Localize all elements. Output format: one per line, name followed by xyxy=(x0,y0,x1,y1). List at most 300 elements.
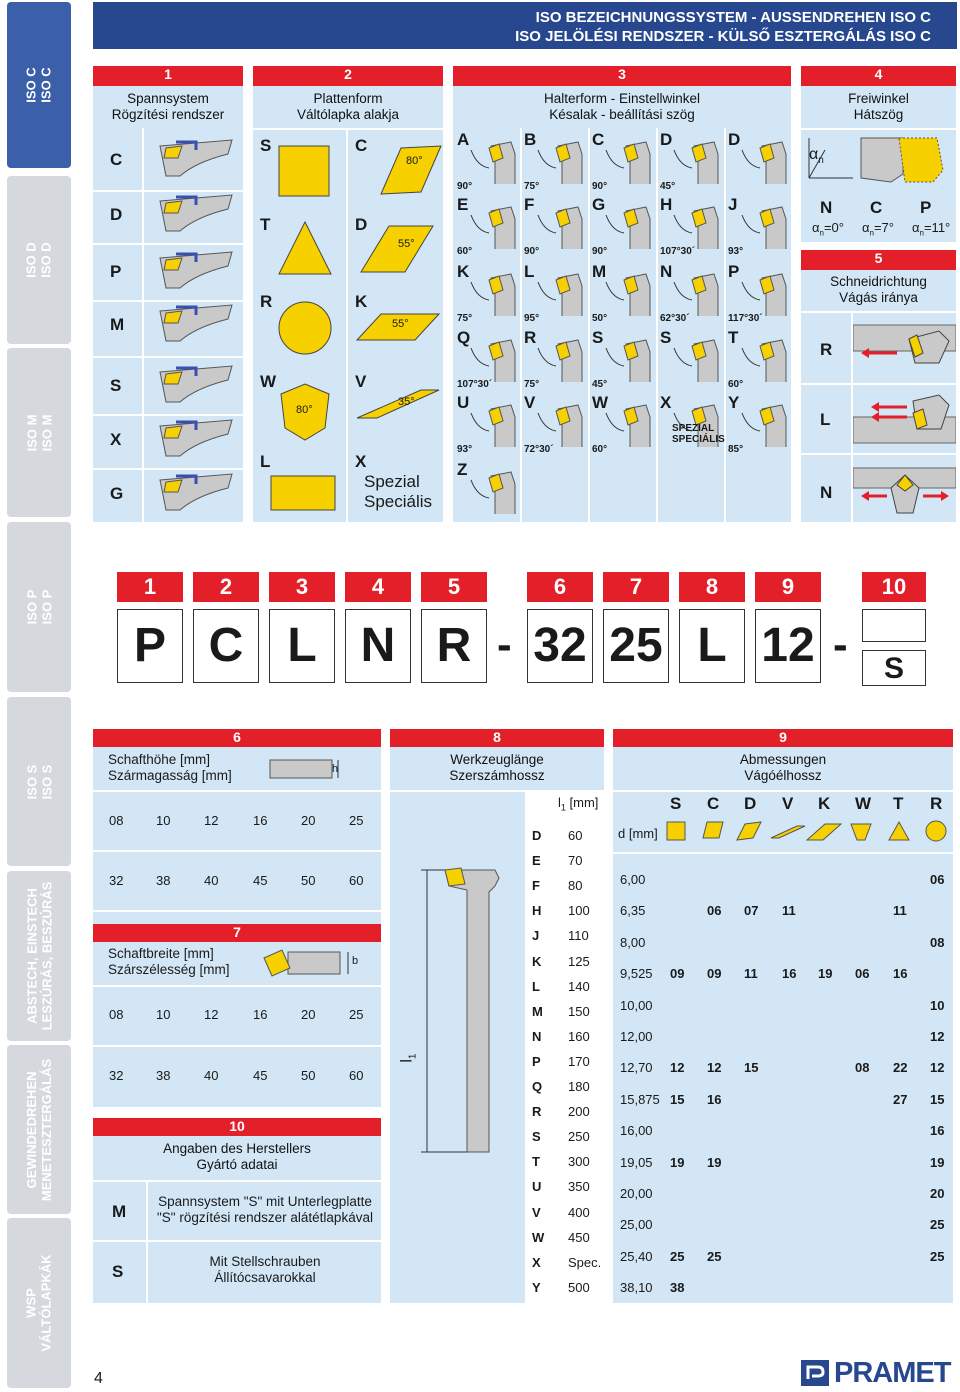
section-7-title: Schaftbreite [mm] Szárszélesség [mm] xyxy=(108,946,230,977)
edge-length-value: 11 xyxy=(893,903,907,919)
tool-length-code: W xyxy=(532,1229,545,1245)
sidebar-tab-2[interactable] xyxy=(7,348,71,517)
code-position-10: 10 xyxy=(862,572,926,602)
edge-length-value: 12 xyxy=(930,1029,945,1044)
clearance-angle: $\alpha_n=7^\circ$ xyxy=(862,220,894,238)
header-title-de: ISO BEZEICHNUNGSSYSTEM - AUSSENDREHEN ISO C xyxy=(535,9,931,26)
tool-length-value: 100 xyxy=(568,903,590,919)
section-6-7-shank xyxy=(93,729,381,1107)
holder-diagram xyxy=(726,128,792,184)
clamp-diagram xyxy=(156,470,238,514)
manufacturer-code-m: M xyxy=(112,1202,127,1221)
section-8-number: 8 xyxy=(390,729,604,747)
shank-value: 08 xyxy=(109,813,124,828)
tool-length-code: L xyxy=(532,978,540,994)
section-1-number: 1 xyxy=(93,66,243,86)
holder-form-r: R xyxy=(524,328,537,347)
holder-angle: 90° xyxy=(592,181,608,192)
holder-form-s: S xyxy=(660,328,672,347)
holder-diagram xyxy=(590,326,656,382)
manufacturer-desc-1: Mit Stellschrauben xyxy=(209,1254,321,1269)
tool-length-code: Y xyxy=(532,1279,541,1295)
edge-length-value: 15 xyxy=(930,1091,945,1107)
b-label: b xyxy=(352,955,359,967)
code-position-2: 2 xyxy=(193,572,259,602)
code-value-3: L xyxy=(269,609,335,683)
sidebar-tab-label: ISO C ISO C xyxy=(24,67,54,103)
shank-value: 20 xyxy=(301,813,316,828)
holder-diagram xyxy=(522,260,588,316)
sidebar-tab-label: ABSTECH, EINSTECH LESZÚRÁS, BESZÚRÁS xyxy=(24,881,55,1031)
holder-diagram xyxy=(522,128,588,184)
holder-angle: 117°30´ xyxy=(728,313,763,324)
shank-value: 10 xyxy=(156,813,171,828)
edge-length-value: 20 xyxy=(930,1186,945,1201)
shank-value: 60 xyxy=(349,1068,364,1083)
holder-angle: 60° xyxy=(728,379,744,390)
holder-form-t: T xyxy=(728,328,739,347)
tool-length-value: 350 xyxy=(568,1179,590,1195)
code-value-2: C xyxy=(193,609,259,683)
section-7-number: 7 xyxy=(93,924,381,942)
edge-length-value: 22 xyxy=(893,1060,908,1076)
shank-value: 08 xyxy=(109,1007,124,1022)
tool-length-code: M xyxy=(532,1003,543,1019)
code-value-6: 32 xyxy=(527,609,593,683)
shank-value: 45 xyxy=(253,873,268,888)
clamp-code-c: C xyxy=(110,150,123,169)
code-dash-1: - xyxy=(497,620,512,669)
edge-length-value: 19 xyxy=(707,1154,722,1170)
tool-length-value: 300 xyxy=(568,1154,590,1170)
holder-diagram xyxy=(455,260,521,316)
tool-length-value: 70 xyxy=(568,853,583,869)
tool-length-value: 140 xyxy=(568,978,590,994)
holder-diagram xyxy=(658,128,724,184)
edge-length-value: 15 xyxy=(670,1091,685,1107)
clearance-angle: $\alpha_n=11^\circ$ xyxy=(912,220,951,238)
holder-diagram xyxy=(658,326,724,382)
tool-length-code: S xyxy=(532,1129,541,1145)
insert-col-v: V xyxy=(782,794,794,813)
section-2-number: 2 xyxy=(253,66,443,86)
edge-length-value: 16 xyxy=(707,1091,722,1107)
code-position-9: 9 xyxy=(755,572,821,602)
sidebar-tab-label: ISO D ISO D xyxy=(24,242,54,278)
holder-angle: 107°30´ xyxy=(660,246,696,257)
edge-length-value: 15 xyxy=(744,1060,759,1076)
holder-diagram xyxy=(522,193,588,249)
holder-diagram xyxy=(726,193,792,249)
section-4-title: Freiwinkel Hátszög xyxy=(848,91,909,122)
holder-form-e: E xyxy=(457,195,469,214)
holder-form-l: L xyxy=(524,262,535,281)
holder-diagram xyxy=(590,193,656,249)
clamp-diagram xyxy=(156,301,238,345)
holder-angle: 75° xyxy=(457,313,473,324)
tool-length-value: 400 xyxy=(568,1204,590,1220)
holder-diagram xyxy=(455,326,521,382)
holder-form-u: U xyxy=(457,393,470,412)
clearance-code-p: P xyxy=(920,198,932,217)
shank-value: 38 xyxy=(156,1068,171,1083)
special-label-2: SPECIÁLIS xyxy=(672,434,725,445)
page-number: 4 xyxy=(94,1370,103,1387)
insert-shape-icons xyxy=(613,816,953,846)
l1-header: $l_1$ [mm] xyxy=(558,795,599,813)
tool-length-value: 125 xyxy=(568,953,590,969)
sidebar-tab-5[interactable] xyxy=(7,871,71,1041)
clearance-diagram xyxy=(801,130,956,190)
sidebar-tab-label: WSP VÁLTÓLAPKÁK xyxy=(24,1254,55,1352)
sidebar-tab-label: GEWINDEDREHEN MENETESZTERGÁLÁS xyxy=(24,1058,55,1201)
code-value-4: N xyxy=(345,609,411,683)
pramet-logo-icon xyxy=(800,1359,830,1387)
manufacturer-desc-2: "S" rögzítési rendszer alátétlapkával xyxy=(157,1210,373,1225)
angle-55: 55° xyxy=(398,238,415,250)
code-value-5: R xyxy=(421,609,487,683)
edge-length-value: 12 xyxy=(707,1060,722,1076)
code-position-1: 1 xyxy=(117,572,183,602)
tool-length-code: T xyxy=(532,1154,540,1170)
sidebar-tab-label: ISO M ISO M xyxy=(24,414,54,451)
diameter-value: 8,00 xyxy=(620,934,646,950)
holder-form-v: V xyxy=(524,393,536,412)
shape-label-v: V xyxy=(355,372,367,391)
code-position-4: 4 xyxy=(345,572,411,602)
holder-angle: 93° xyxy=(728,246,744,257)
edge-length-value: 19 xyxy=(930,1154,945,1170)
holder-diagram xyxy=(590,260,656,316)
tool-length-code: V xyxy=(532,1204,541,1220)
shank-value: 60 xyxy=(349,873,364,888)
shank-value: 50 xyxy=(301,873,316,888)
shank-value: 45 xyxy=(253,1068,268,1083)
diameter-value: 6,35 xyxy=(620,903,646,919)
edge-length-value: 06 xyxy=(707,903,722,919)
edge-length-value: 19 xyxy=(818,966,833,982)
holder-form-x: X xyxy=(660,393,672,412)
clamp-code-p: P xyxy=(110,262,122,281)
holder-form-q: Q xyxy=(457,328,471,347)
code-dash-2: - xyxy=(833,620,848,669)
tool-length-code: J xyxy=(532,928,540,944)
holder-diagram xyxy=(726,326,792,382)
holder-diagram xyxy=(522,326,588,382)
diameter-value: 19,05 xyxy=(620,1154,653,1170)
section-6-title: Schafthöhe [mm] Szármagasság [mm] xyxy=(108,752,232,783)
tool-length-code: K xyxy=(532,953,542,969)
section-10-number: 10 xyxy=(93,1118,381,1136)
holder-angle: 62°30´ xyxy=(660,313,690,324)
tool-length-value: 170 xyxy=(568,1053,590,1069)
shank-value: 16 xyxy=(253,1007,268,1022)
edge-length-value: 09 xyxy=(707,966,722,982)
tool-length-code: P xyxy=(532,1053,541,1069)
shank-value: 40 xyxy=(204,873,219,888)
sidebar-tab-7[interactable] xyxy=(7,1218,71,1388)
edge-length-value: 19 xyxy=(670,1154,685,1170)
edge-length-value: 07 xyxy=(744,903,759,919)
shank-value: 10 xyxy=(156,1007,171,1022)
insert-col-c: C xyxy=(707,794,720,813)
shape-label-c: C xyxy=(355,136,368,155)
page-header xyxy=(93,2,957,49)
section-3-number: 3 xyxy=(453,66,791,86)
code-value-10-blank xyxy=(862,609,926,642)
holder-angle: 93° xyxy=(457,444,473,455)
direction-r: R xyxy=(820,340,833,359)
holder-angle: 60° xyxy=(457,246,473,257)
section-8-title: Werkzeuglänge Szerszámhossz xyxy=(449,752,545,783)
manufacturer-desc-2: Állítócsavarokkal xyxy=(214,1270,316,1285)
holder-form-s: S xyxy=(592,328,604,347)
clamp-code-x: X xyxy=(110,430,122,449)
holder-angle: 90° xyxy=(592,246,608,257)
tool-length-table-bg xyxy=(525,792,604,1303)
diameter-value: 16,00 xyxy=(620,1123,653,1139)
sidebar-tab-3[interactable] xyxy=(7,522,71,692)
holder-angle: 85° xyxy=(728,444,744,455)
section-9-number: 9 xyxy=(613,729,953,747)
shape-label-d: D xyxy=(355,215,368,234)
sidebar-tab-1[interactable] xyxy=(7,176,71,344)
holder-angle: 107°30´ xyxy=(457,379,493,390)
edge-length-value: 25 xyxy=(930,1217,945,1233)
clamp-diagram xyxy=(156,248,238,292)
tool-length-value: 450 xyxy=(568,1229,590,1245)
tool-length-code: U xyxy=(532,1179,542,1195)
d-mm-header: d [mm] xyxy=(618,826,658,841)
holder-form-f: F xyxy=(524,195,535,214)
holder-form-w: W xyxy=(592,393,609,412)
holder-form-k: K xyxy=(457,262,470,281)
clamp-code-d: D xyxy=(110,205,123,224)
diameter-value: 20,00 xyxy=(620,1186,653,1201)
section-10-title: Angaben des Herstellers Gyártó adatai xyxy=(163,1141,311,1172)
edge-length-value: 09 xyxy=(670,966,685,982)
edge-length-value: 25 xyxy=(670,1248,685,1264)
edge-length-value: 08 xyxy=(930,934,945,950)
code-position-7: 7 xyxy=(603,572,669,602)
clamp-diagram xyxy=(156,191,238,235)
diameter-value: 25,40 xyxy=(620,1248,653,1264)
angle-55b: 55° xyxy=(392,318,409,330)
section-1-title: Spannsystem Rögzítési rendszer xyxy=(111,91,225,122)
code-position-3: 3 xyxy=(269,572,335,602)
holder-form-g: G xyxy=(592,195,606,214)
edge-length-value: 08 xyxy=(855,1060,870,1076)
clamp-code-s: S xyxy=(110,376,122,395)
holder-diagram xyxy=(590,391,656,447)
tool-length-code: H xyxy=(532,903,542,919)
tool-length-value: 60 xyxy=(568,828,583,843)
holder-angle: 45° xyxy=(592,379,608,390)
tool-length-code: E xyxy=(532,853,541,869)
tool-length-code: F xyxy=(532,878,540,894)
direction-diagrams xyxy=(853,313,956,522)
manufacturer-desc-1: Spannsystem "S" mit Unterlegplatte xyxy=(158,1194,372,1209)
holder-angle: 90° xyxy=(457,181,473,192)
l1-dimension: $l_1$ xyxy=(398,1053,419,1063)
edge-length-value: 38 xyxy=(670,1280,685,1296)
sidebar-tab-label: ISO P ISO P xyxy=(24,589,54,625)
holder-angle: 95° xyxy=(524,313,540,324)
sidebar-tab-0[interactable] xyxy=(7,2,71,168)
tool-length-value: 200 xyxy=(568,1104,590,1120)
holder-diagram xyxy=(658,193,724,249)
shank-value: 50 xyxy=(301,1068,316,1083)
sidebar-tab-4[interactable] xyxy=(7,697,71,866)
clamp-diagram xyxy=(156,416,238,460)
edge-length-value: 11 xyxy=(744,966,758,982)
clamp-code-m: M xyxy=(110,315,125,334)
holder-angle: 75° xyxy=(524,379,540,390)
sidebar-tab-label: ISO S ISO S xyxy=(24,764,54,799)
header-title-hu: ISO JELÖLÉSI RENDSZER - KÜLSŐ ESZTERGÁLÁS ISO C xyxy=(515,28,931,45)
manufacturer-code-s: S xyxy=(112,1262,124,1281)
holder-angle: 60° xyxy=(592,444,608,455)
section-4-number: 4 xyxy=(801,66,956,86)
holder-form-n: N xyxy=(660,262,673,281)
tool-length-code: N xyxy=(532,1028,542,1044)
code-value-9: 12 xyxy=(755,609,821,683)
shape-label-r: R xyxy=(260,292,273,311)
edge-length-value: 16 xyxy=(782,966,797,982)
shape-label-t: T xyxy=(260,215,271,234)
holder-diagram xyxy=(455,128,521,184)
holder-form-d: D xyxy=(728,130,741,149)
code-position-8: 8 xyxy=(679,572,745,602)
pramet-logo xyxy=(800,1358,954,1388)
direction-n: N xyxy=(820,483,833,502)
edge-length-value: 12 xyxy=(930,1060,945,1076)
holder-form-z: Z xyxy=(457,460,468,479)
section-5-number: 5 xyxy=(801,250,956,270)
edge-length-value: 12 xyxy=(670,1060,685,1076)
holder-form-h: H xyxy=(660,195,673,214)
diameter-value: 25,00 xyxy=(620,1217,653,1233)
edge-length-value: 10 xyxy=(930,997,945,1013)
insert-col-d: D xyxy=(744,794,757,813)
edge-length-value: 25 xyxy=(707,1248,722,1264)
code-position-5: 5 xyxy=(421,572,487,602)
clamp-diagram xyxy=(156,136,238,180)
insert-col-s: S xyxy=(670,794,682,813)
edge-length-value: 16 xyxy=(930,1123,945,1139)
tool-length-value: 500 xyxy=(568,1279,590,1295)
shank-value: 16 xyxy=(253,813,268,828)
clamp-diagram xyxy=(156,362,238,406)
shank-value: 25 xyxy=(349,813,364,828)
holder-angle: 45° xyxy=(660,181,676,192)
code-value-7: 25 xyxy=(603,609,669,683)
tool-length-code: Q xyxy=(532,1079,543,1094)
insert-col-t: T xyxy=(893,794,904,813)
insert-col-w: W xyxy=(855,794,872,813)
holder-diagram xyxy=(726,260,792,316)
section-3-title: Halterform - Einstellwinkel Késalak - beállítási szög xyxy=(543,91,701,122)
holder-diagram xyxy=(658,260,724,316)
code-value-10: S xyxy=(862,650,926,686)
shank-value: 32 xyxy=(109,873,124,888)
shank-value: 25 xyxy=(349,1007,364,1022)
holder-angle: 75° xyxy=(524,181,540,192)
edge-length-value: 11 xyxy=(782,903,796,919)
angle-35: 35° xyxy=(398,396,415,408)
holder-form-p: P xyxy=(728,262,740,281)
clamp-code-g: G xyxy=(110,484,124,503)
shank-value: 32 xyxy=(109,1068,124,1083)
brand-name: PRAMET xyxy=(834,1356,951,1389)
holder-form-a: A xyxy=(457,130,470,149)
diameter-value: 15,875 xyxy=(620,1091,660,1107)
shank-value: 20 xyxy=(301,1007,316,1022)
shank-value: 12 xyxy=(204,1007,219,1022)
tool-length-value: 160 xyxy=(568,1028,590,1044)
tool-length-code: R xyxy=(532,1104,542,1120)
diameter-value: 10,00 xyxy=(620,997,653,1013)
holder-form-c: C xyxy=(592,130,605,149)
diameter-value: 38,10 xyxy=(620,1280,653,1296)
shank-value: 12 xyxy=(204,813,219,828)
holder-angle: 50° xyxy=(592,313,608,324)
angle-80b: 80° xyxy=(296,404,313,416)
tool-length-diagram xyxy=(405,860,515,1160)
holder-form-y: Y xyxy=(728,393,740,412)
insert-col-r: R xyxy=(930,794,943,813)
edge-length-value: 16 xyxy=(893,966,908,982)
sidebar-tab-6[interactable] xyxy=(7,1045,71,1214)
tool-length-value: 250 xyxy=(568,1129,590,1145)
alpha-n-label: $\alpha_n$ xyxy=(809,146,824,167)
insert-shapes-svg xyxy=(253,128,443,522)
h-label: h xyxy=(332,763,339,775)
insert-col-k: K xyxy=(818,794,831,813)
tool-length-value: 80 xyxy=(568,878,583,894)
shape-label-s: S xyxy=(260,136,272,155)
diameter-value: 12,00 xyxy=(620,1029,653,1044)
section-6-number: 6 xyxy=(93,729,381,747)
tool-length-value: 110 xyxy=(568,928,589,944)
holder-form-d: D xyxy=(660,130,673,149)
shape-label-k: K xyxy=(355,292,368,311)
holder-angle: 72°30´ xyxy=(524,444,554,455)
code-position-6: 6 xyxy=(527,572,593,602)
shape-label-l: L xyxy=(260,452,271,471)
holder-diagram xyxy=(726,391,792,447)
edge-length-value: 27 xyxy=(893,1091,908,1107)
shape-label-w: W xyxy=(260,372,277,391)
tool-length-code: D xyxy=(532,828,542,843)
shank-value: 38 xyxy=(156,873,171,888)
tool-length-value: 180 xyxy=(568,1079,590,1094)
holder-form-j: J xyxy=(728,195,738,214)
holder-diagram xyxy=(522,391,588,447)
clearance-code-n: N xyxy=(820,198,833,217)
holder-diagram xyxy=(590,128,656,184)
tool-length-code: X xyxy=(532,1254,541,1270)
holder-form-b: B xyxy=(524,130,537,149)
shape-label-x: X xyxy=(355,452,367,471)
code-value-8: L xyxy=(679,609,745,683)
section-2-title: Plattenform Váltólapka alakja xyxy=(296,91,400,122)
section-5-title: Schneidrichtung Vágás iránya xyxy=(830,274,927,305)
diameter-value: 12,70 xyxy=(620,1060,653,1076)
section-9-title: Abmessungen Vágóélhossz xyxy=(739,752,827,783)
holder-angle: 90° xyxy=(524,246,540,257)
angle-80: 80° xyxy=(406,155,423,167)
